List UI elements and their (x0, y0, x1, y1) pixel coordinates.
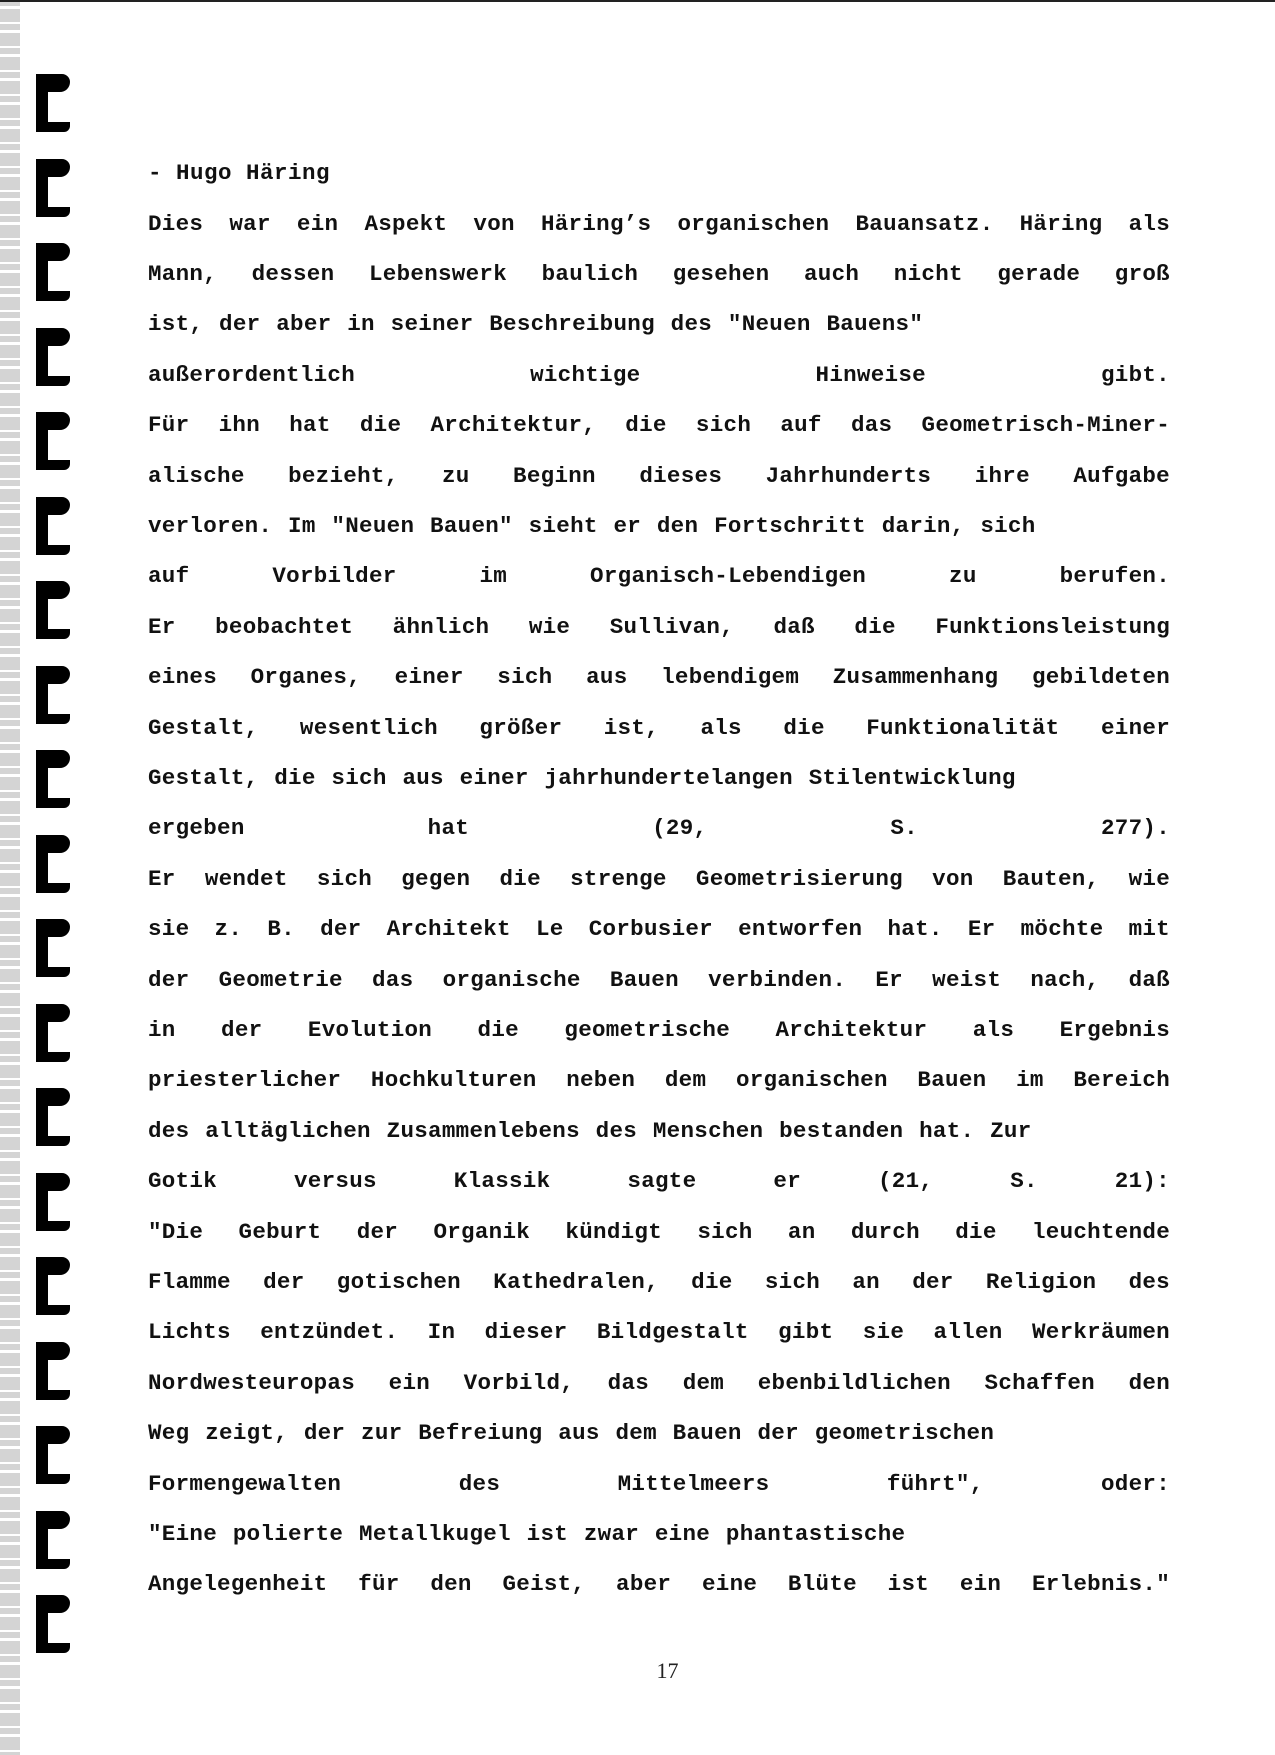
text-line: "Eine polierte Metallkugel ist zwar eine phantastische (148, 1520, 906, 1547)
binding-ring (36, 1088, 70, 1146)
binding-ring (36, 412, 70, 470)
page-top-edge (0, 0, 1275, 2)
binding-spine (0, 0, 20, 1755)
binding-ring (36, 497, 70, 555)
binding-ring (36, 74, 70, 132)
binding-ring (36, 159, 70, 217)
spiral-binding (0, 0, 80, 1755)
binding-ring (36, 1257, 70, 1315)
section-heading: - Hugo Häring (148, 160, 331, 186)
binding-ring (36, 666, 70, 724)
text-line: Für ihn hat die Architektur, die sich auf das Geometrisch-Miner- (148, 412, 1170, 439)
text-line: priesterlicher Hochkulturen neben dem organischen Bauen im Bereich (148, 1067, 1170, 1094)
text-line: Gestalt, die sich aus einer jahrhundertelangen Stilentwicklung (148, 764, 1016, 791)
binding-ring (36, 581, 70, 639)
text-line: eines Organes, einer sich aus lebendigem Zusammenhang gebildeten (148, 664, 1170, 691)
text-line: der Geometrie das organische Bauen verbinden. Er weist nach, daß (148, 966, 1170, 993)
binding-ring (36, 1426, 70, 1484)
text-line: "Die Geburt der Organik kündigt sich an durch die leuchtende (148, 1218, 1170, 1245)
text-line: Weg zeigt, der zur Befreiung aus dem Bauen der geometrischen (148, 1420, 995, 1447)
text-line: Angelegenheit für den Geist, aber eine Blüte ist ein Erlebnis." (148, 1571, 1170, 1598)
binding-ring (36, 750, 70, 808)
text-line: Mann, dessen Lebenswerk baulich gesehen auch nicht gerade groß (148, 260, 1170, 287)
text-line: Dies war ein Aspekt von Häring’s organischen Bauansatz. Häring als (148, 210, 1170, 237)
binding-ring (36, 919, 70, 977)
text-line: Nordwesteuropas ein Vorbild, das dem ebenbildlichen Schaffen den (148, 1369, 1170, 1396)
binding-ring (36, 1342, 70, 1400)
binding-ring (36, 1511, 70, 1569)
binding-ring (36, 1173, 70, 1231)
text-line: Gestalt, wesentlich größer ist, als die Funktionalität einer (148, 714, 1170, 741)
text-line: außerordentlich wichtige Hinweise gibt. (148, 361, 1170, 388)
binding-ring (36, 328, 70, 386)
binding-ring (36, 835, 70, 893)
text-line: auf Vorbilder im Organisch-Lebendigen zu berufen. (148, 563, 1170, 590)
binding-ring (36, 1595, 70, 1653)
text-line: ergeben hat (29, S. 277). (148, 815, 1170, 842)
binding-ring (36, 243, 70, 301)
text-line: Flamme der gotischen Kathedralen, die sich an der Religion des (148, 1268, 1170, 1295)
text-line: des alltäglichen Zusammenlebens des Menschen bestanden hat. Zur (148, 1117, 1032, 1144)
text-line: Gotik versus Klassik sagte er (21, S. 21): (148, 1168, 1170, 1195)
text-line: ist, der aber in seiner Beschreibung des "Neuen Bauens" (148, 311, 924, 338)
text-line: Formengewalten des Mittelmeers führt", oder: (148, 1470, 1170, 1497)
binding-ring (36, 1004, 70, 1062)
text-line: sie z. B. der Architekt Le Corbusier entworfen hat. Er möchte mit (148, 916, 1170, 943)
text-line: in der Evolution die geometrische Architektur als Ergebnis (148, 1016, 1170, 1043)
text-line: alische bezieht, zu Beginn dieses Jahrhunderts ihre Aufgabe (148, 462, 1170, 489)
text-line: Lichts entzündet. In dieser Bildgestalt gibt sie allen Werkräumen (148, 1319, 1170, 1346)
text-line: Er beobachtet ähnlich wie Sullivan, daß die Funktionsleistung (148, 613, 1170, 640)
text-line: verloren. Im "Neuen Bauen" sieht er den Fortschritt darin, sich (148, 512, 1036, 539)
page-number: 17 (656, 1658, 679, 1683)
text-line: Er wendet sich gegen die strenge Geometrisierung von Bauten, wie (148, 865, 1170, 892)
